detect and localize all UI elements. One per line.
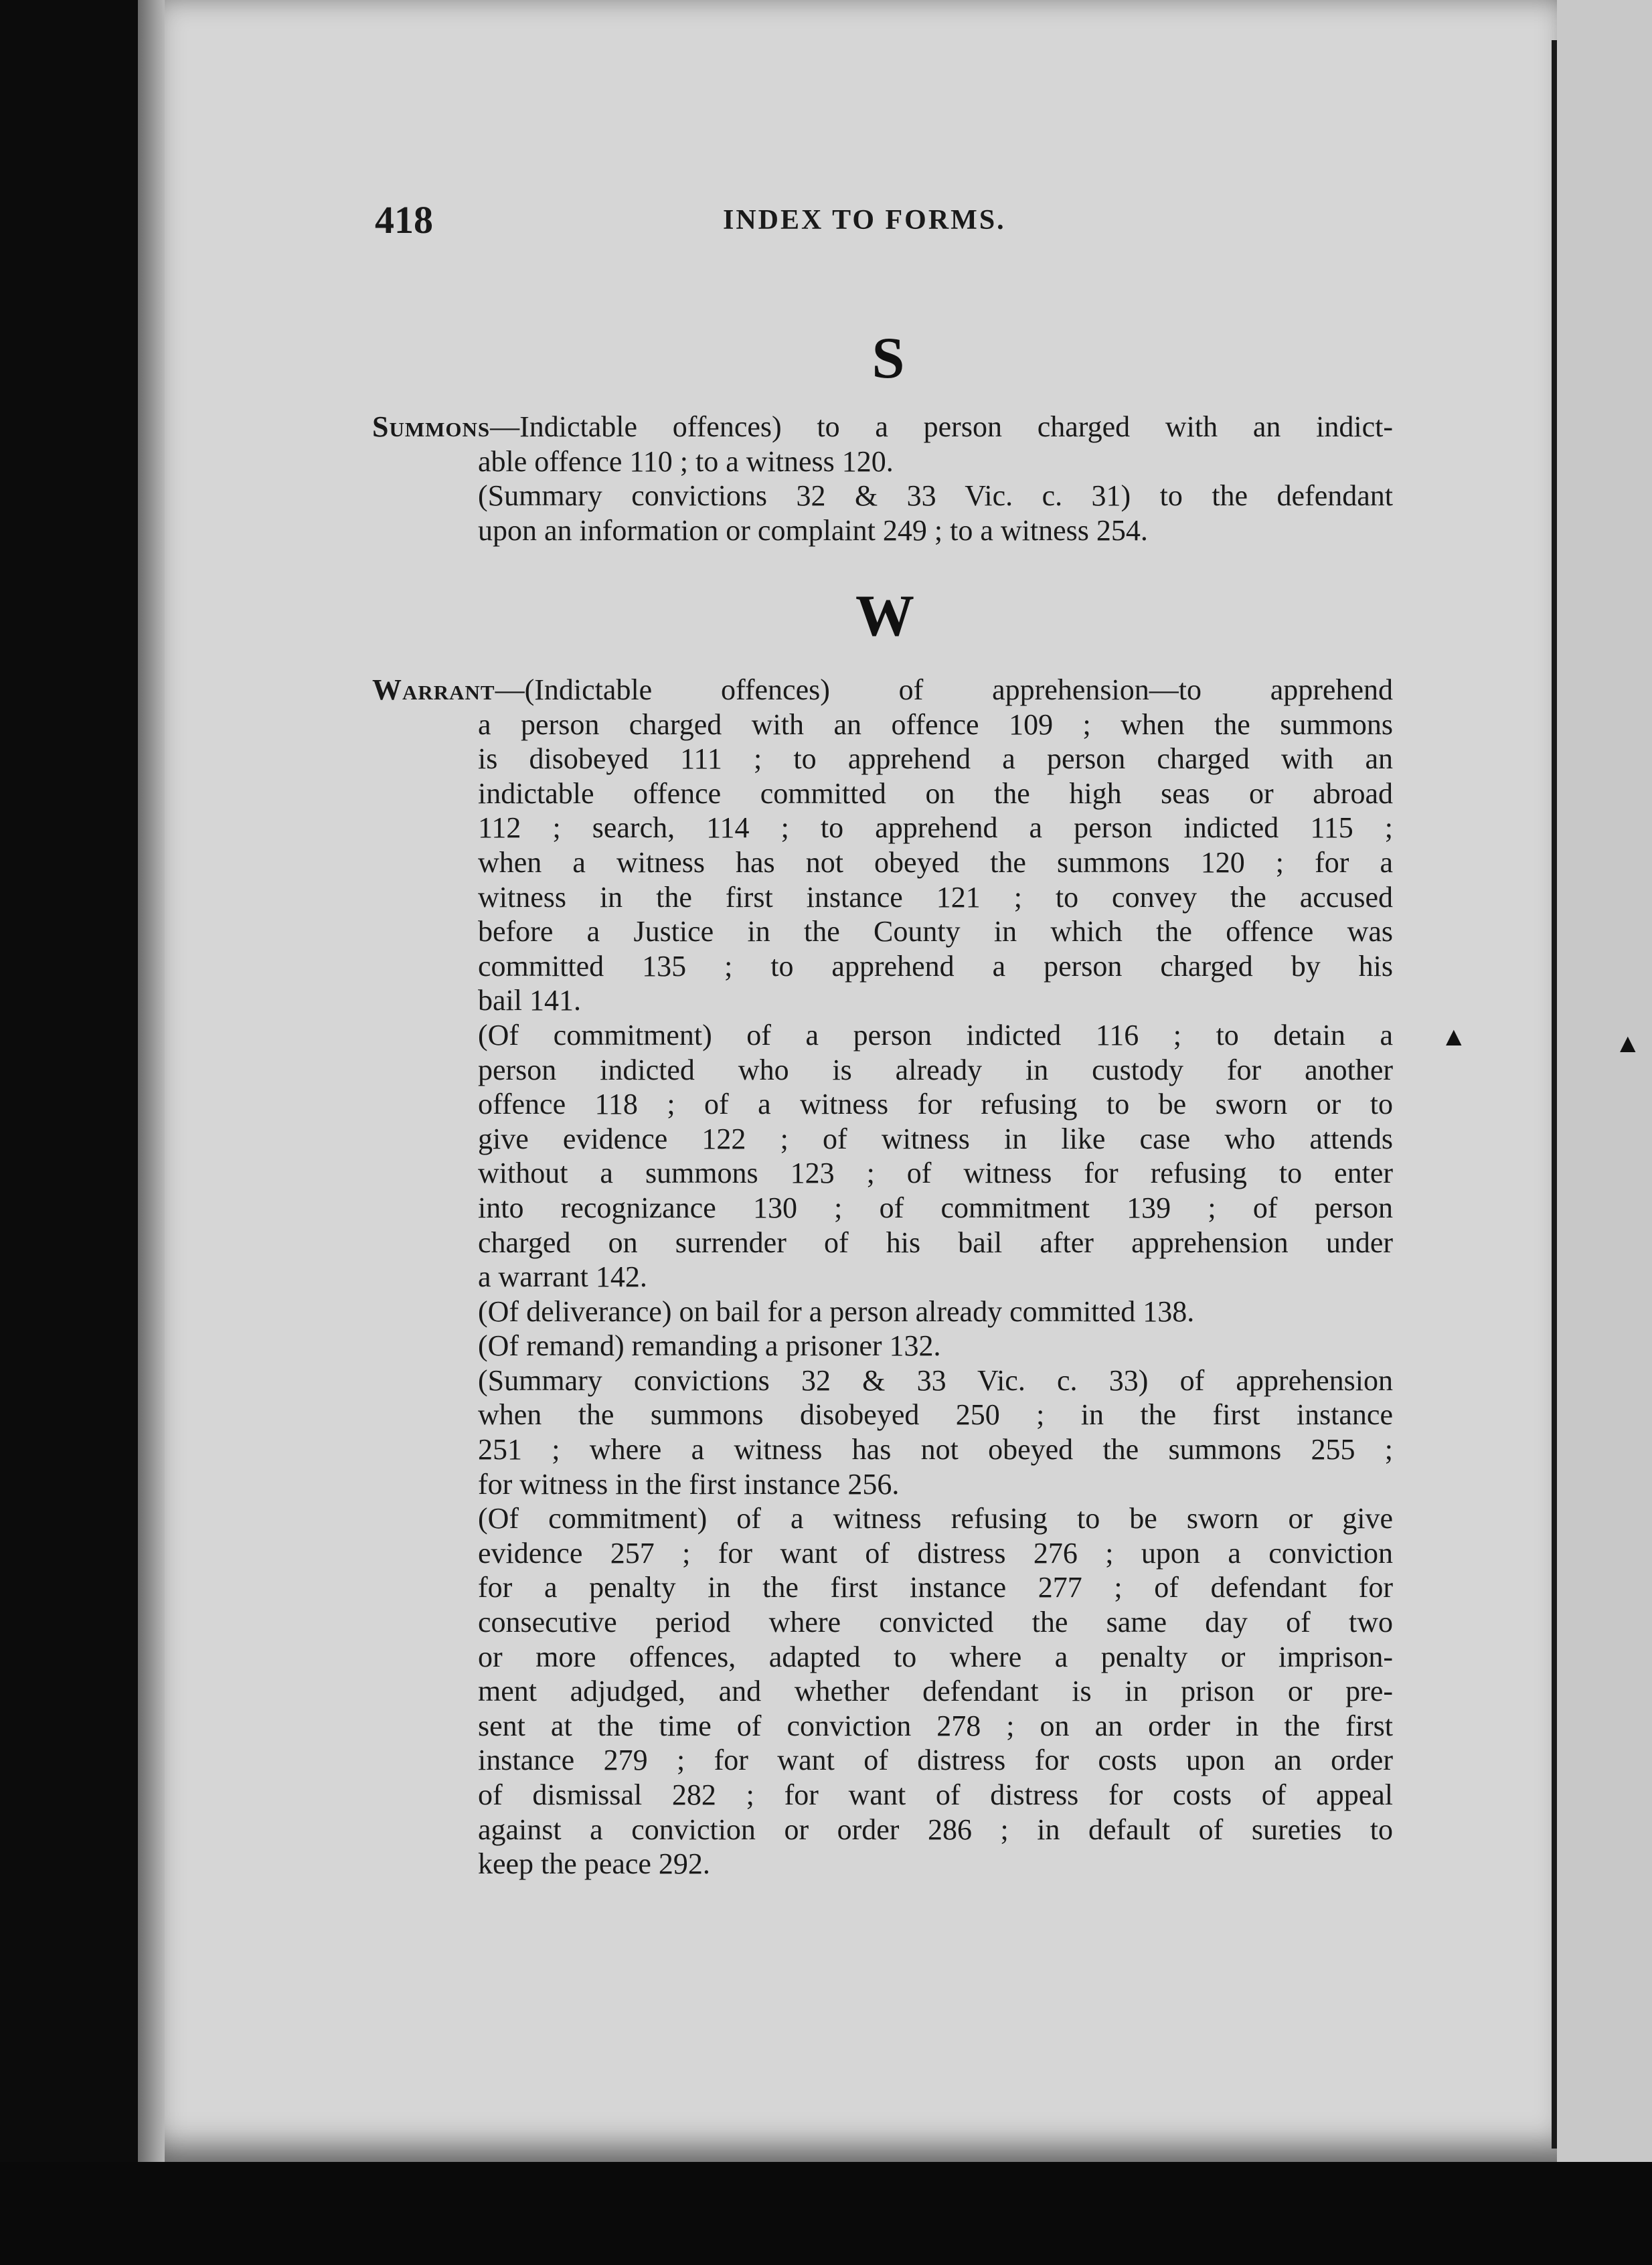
entry-line: instance 279 ; for want of distress for costs upon an order [478,1744,1393,1777]
entry-line: when a witness has not obeyed the summons 120 ; for a [478,845,1393,879]
index-entry-summons [372,410,1393,548]
entry-line: bail 141. [478,984,581,1017]
entry-line: into recognizance 130 ; of commitment 139 ; of person [478,1191,1393,1224]
entry-line: committed 135 ; to apprehend a person charged by his [478,949,1393,983]
entry-line: upon an information or complaint 249 ; to a witness 254. [478,513,1148,547]
entry-line: charged on surrender of his bail after apprehension under [478,1226,1393,1259]
scan-border [0,2162,1652,2265]
entry-line: (Of deliverance) on bail for a person already committed 138. [478,1294,1195,1328]
entry-line: 112 ; search, 114 ; to apprehend a person indicted 115 ; [478,811,1393,845]
entry-line: (Summary convictions 32 & 33 Vic. c. 31) to the defendant [478,479,1393,513]
entry-line: or more offences, adapted to where a penalty or imprison- [478,1640,1393,1673]
entry-line: person indicted who is already in custody for another [478,1053,1393,1086]
page-binding-edge [138,0,165,2162]
entry-line: for a penalty in the first instance 277 ; of defendant for [478,1571,1393,1604]
entry-line: a warrant 142. [478,1260,647,1294]
entry-line: witness in the first instance 121 ; to convey the accused [478,880,1393,914]
page-number: 418 [375,198,433,242]
section-letter-w: W [855,584,914,649]
entry-line: evidence 257 ; for want of distress 276 ; upon a conviction [478,1536,1393,1570]
entry-line: a person charged with an offence 109 ; when the summons [478,707,1393,741]
section-letter-s: S [872,326,905,391]
entry-line: 251 ; where a witness has not obeyed the summons 255 ; [478,1433,1393,1466]
entry-line: consecutive period where convicted the same day of two [478,1606,1393,1639]
entry-line: keep the peace 292. [478,1847,710,1881]
entry-line: (Of commitment) of a witness refusing to be sworn or give [478,1502,1393,1535]
entry-line: when the summons disobeyed 250 ; in the first instance [478,1398,1393,1432]
entry-line: (Summary convictions 32 & 33 Vic. c. 33) of apprehension [478,1363,1393,1397]
entry-line: ment adjudged, and whether defendant is in prison or pre- [478,1675,1393,1708]
entry-line: of dismissal 282 ; for want of distress for costs of appeal [478,1778,1393,1811]
adjacent-page-edge [1552,40,1557,2149]
index-entry-warrant [372,673,1393,1881]
entry-line: sent at the time of conviction 278 ; on an order in the first [478,1709,1393,1742]
entry-line: for witness in the first instance 256. [478,1467,900,1501]
entry-line: offence 118 ; of a witness for refusing to be sworn or to [478,1088,1393,1121]
entry-line: Warrant—(Indictable offences) of apprehension—to apprehend [372,673,1393,706]
entry-line: is disobeyed 111 ; to apprehend a person charged with an [478,742,1393,776]
entry-line: before a Justice in the County in which the offence was [478,915,1393,948]
entry-line: (Of commitment) of a person indicted 116 ; to detain a [478,1018,1393,1052]
headword: Summons [372,410,491,443]
headword: Warrant [372,673,495,706]
adjacent-page [1557,0,1652,2265]
entry-line: able offence 110 ; to a witness 120. [478,444,894,478]
entry-line: indictable offence committed on the high seas or abroad [478,776,1393,810]
running-title: INDEX TO FORMS. [723,205,1006,236]
entry-line: (Of remand) remanding a prisoner 132. [478,1329,941,1363]
margin-mark-icon: ▲ [1615,1028,1641,1058]
entry-line: against a conviction or order 286 ; in default of sureties to [478,1813,1393,1846]
entry-line: without a summons 123 ; of witness for refusing to enter [478,1157,1393,1190]
entry-line: give evidence 122 ; of witness in like case who attends [478,1122,1393,1155]
margin-mark-icon: ▲ [1440,1021,1467,1052]
entry-line: Summons—Indictable offences) to a person charged with an indict- [372,410,1393,443]
